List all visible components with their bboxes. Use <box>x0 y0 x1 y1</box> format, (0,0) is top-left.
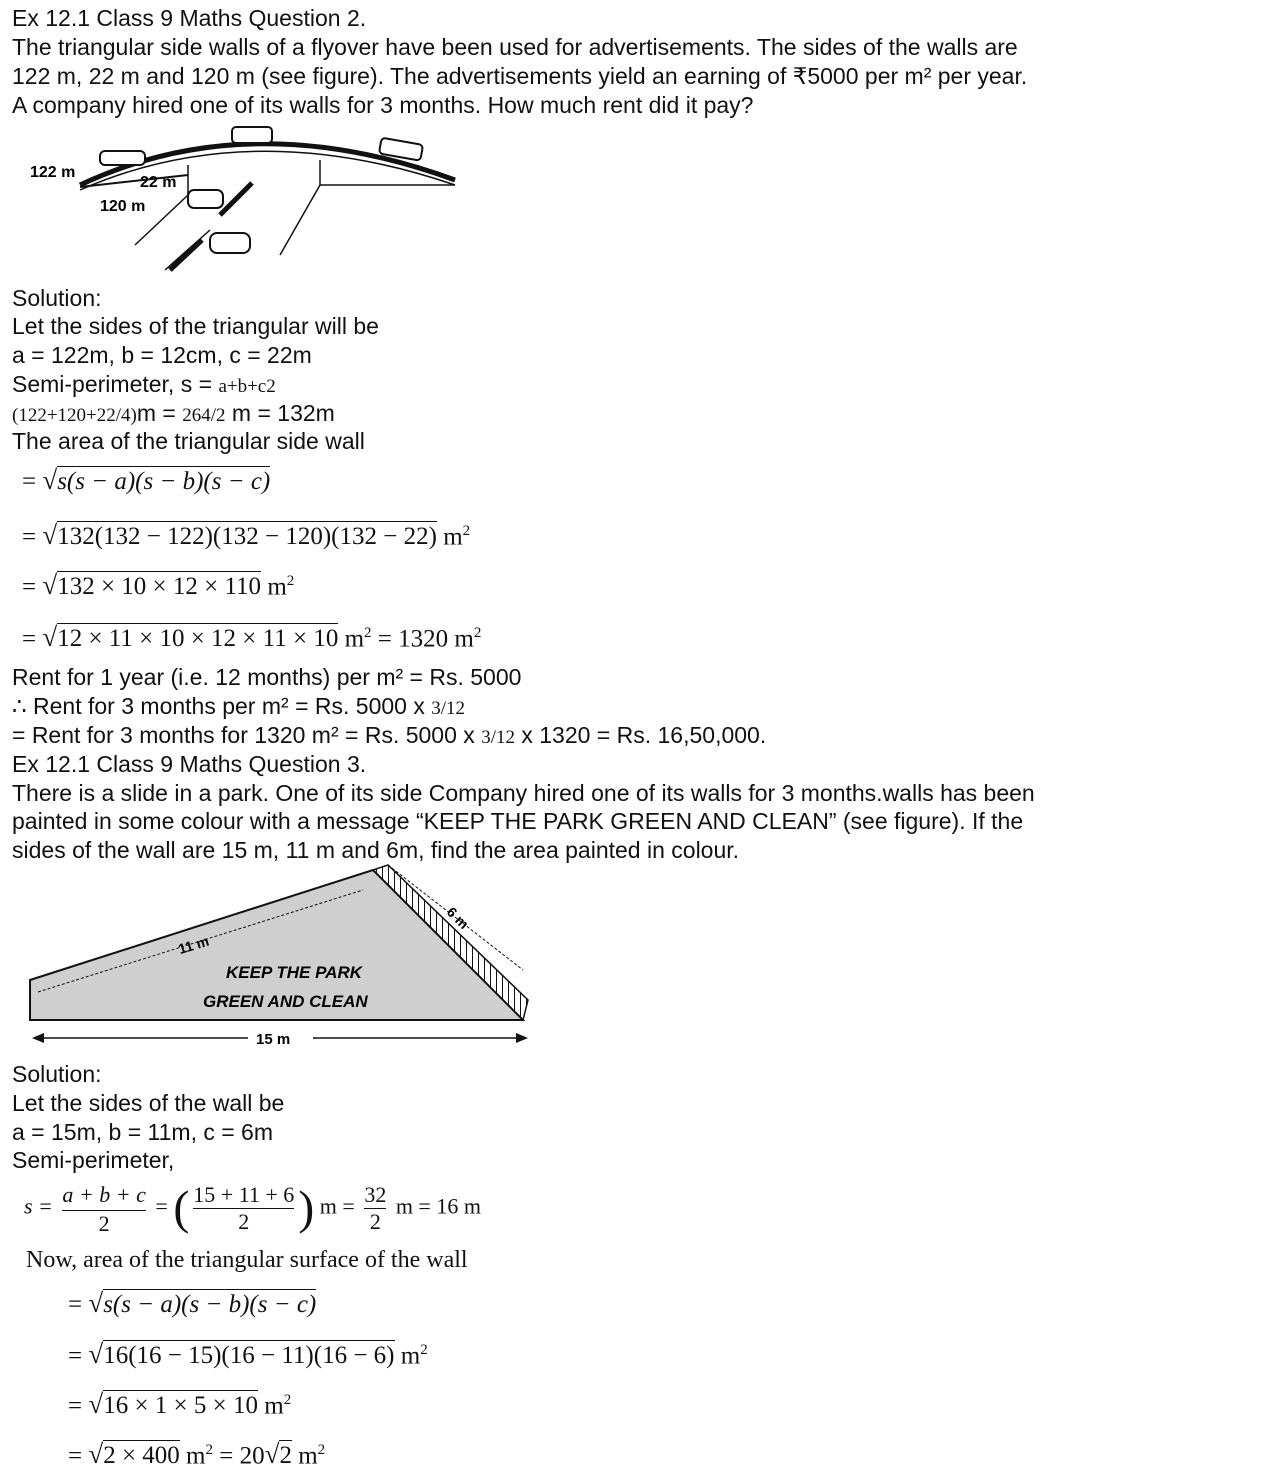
unit: m <box>436 523 463 551</box>
radicand: 12 × 11 × 10 × 12 × 11 × 10 <box>57 625 339 653</box>
radical: √132(132 − 122)(132 − 120)(132 − 22) <box>42 520 437 551</box>
radicand: 2 <box>279 1442 292 1470</box>
calc-part: (122+120+22/4) <box>12 405 137 426</box>
q3-math-3: = √16 × 1 × 5 × 10 $m^2$ <box>68 1389 292 1420</box>
radicand: s(s − a)(s − b)(s − c) <box>57 468 271 495</box>
eq: = <box>68 1342 89 1370</box>
q2-sol-line: Let the sides of the triangular will be <box>12 313 379 339</box>
unit: m <box>261 573 287 601</box>
denominator: 2 <box>98 1211 110 1236</box>
denominator: 2 <box>369 1209 381 1234</box>
label-120m: 120 m <box>100 198 146 215</box>
fraction <box>62 1180 145 1237</box>
q2-sol-line: a = 122m, b = 12cm, c = 22m <box>12 342 312 368</box>
semi-prefix: Semi-perimeter, s = <box>12 371 219 397</box>
radicand: 2 × 400 <box>103 1442 180 1470</box>
radical: √2 <box>264 1439 292 1470</box>
label-11m: 11 m <box>176 932 211 958</box>
calc-part: m = 132m <box>225 400 335 426</box>
radical: √2 × 400 <box>88 1439 180 1470</box>
q3-semi-perimeter-eq: s = $\frac{a + b + c}{2}$ = ( $\frac{15 + 11 + 6}{2}$ ) m = $\frac{32}{2}$ m = 16 m <box>24 1181 481 1236</box>
q2-semi-calc <box>12 399 335 430</box>
q2-rent-1: Rent for 1 year (i.e. 12 months) per m² = Rs. 5000 <box>12 664 522 690</box>
q2-rent-3 <box>12 721 766 752</box>
q3-now-line: Now, area of the triangular surface of the wall <box>26 1247 468 1273</box>
message-line-2: GREEN AND CLEAN <box>203 992 368 1011</box>
radical: √12 × 11 × 10 × 12 × 11 × 10 <box>42 622 339 653</box>
q2-math-2: = √132(132 − 122)(132 − 120)(132 − 22) $m^2$ <box>22 520 471 551</box>
label-122m: 122 m <box>30 164 76 181</box>
q2-text-line: The triangular side walls of a flyover have been used for advertisements. The sides of the walls are <box>12 34 1018 60</box>
q2-text-line: A company hired one of its walls for 3 months. How much rent did it pay? <box>12 92 754 118</box>
eq: = <box>22 625 43 653</box>
radical: √16 × 1 × 5 × 10 <box>88 1389 258 1420</box>
fraction <box>193 1182 294 1235</box>
q3-text-line: painted in some colour with a message “KEEP THE PARK GREEN AND CLEAN” (see figure). If the <box>12 808 1024 834</box>
radicand: 132 × 10 × 12 × 110 <box>57 573 262 601</box>
rent-text: x 1320 = Rs. 16,50,000. <box>514 722 767 748</box>
eq: = <box>22 468 43 495</box>
q2-text-line: 122 m, 22 m and 120 m (see figure). The advertisements yield an earning of ₹5000 per m² per year. <box>12 63 1028 89</box>
q2-rent-2 <box>12 692 465 723</box>
denominator: 2 <box>238 1209 250 1234</box>
q2-math-4: = √12 × 11 × 10 × 12 × 11 × 10 $m^2 = 1320$ $m^2$ <box>22 622 482 653</box>
rent-fraction: 3/12 <box>431 698 466 719</box>
numerator: a + b + c <box>62 1180 145 1211</box>
label-22m: 22 m <box>140 174 177 191</box>
message-line-1: KEEP THE PARK <box>226 963 363 982</box>
m-eq: m = <box>319 1193 355 1219</box>
rent-fraction: 3/12 <box>481 727 515 748</box>
calc-part: m = <box>136 400 183 426</box>
numerator: 15 + 11 + 6 <box>193 1182 295 1207</box>
fraction <box>364 1182 386 1235</box>
radicand: 132(132 − 122)(132 − 120)(132 − 22) <box>57 523 437 551</box>
eq: = <box>22 573 43 601</box>
eq: = <box>22 523 43 551</box>
slide-wall-figure <box>28 860 538 1055</box>
radicand: s(s − a)(s − b)(s − c) <box>103 1291 317 1318</box>
unit: m <box>394 1342 421 1370</box>
q2-solution-label: Solution: <box>12 285 102 311</box>
radical: √132 × 10 × 12 × 110 <box>42 570 262 601</box>
radical: √s(s − a)(s − b)(s − c) <box>42 465 271 495</box>
eq: = <box>68 1442 89 1470</box>
unit: m <box>258 1392 284 1420</box>
flyover-figure <box>20 115 470 280</box>
rent-text: = Rent for 3 months for 1320 m² = Rs. 5000 x <box>12 722 482 748</box>
q2-semi-perimeter <box>12 370 276 401</box>
unit: m <box>179 1442 206 1470</box>
q3-sol-line: Let the sides of the wall be <box>12 1090 285 1116</box>
radical: √s(s − a)(s − b)(s − c) <box>88 1288 317 1318</box>
unit: m <box>338 625 365 653</box>
radicand: 16(16 − 15)(16 − 11)(16 − 6) <box>103 1342 395 1370</box>
radicand: 16 × 1 × 5 × 10 <box>103 1392 258 1420</box>
result: m = 16 m <box>395 1193 481 1219</box>
unit: m <box>291 1442 318 1470</box>
q3-math-1 <box>68 1288 316 1320</box>
q2-title: Ex 12.1 Class 9 Maths Question 2. <box>12 5 367 31</box>
numerator: 32 <box>364 1182 387 1207</box>
rent-text: ∴ Rent for 3 months per m² = Rs. 5000 x <box>12 693 432 719</box>
q2-area-line: The area of the triangular side wall <box>12 428 365 454</box>
q3-title: Ex 12.1 Class 9 Maths Question 3. <box>12 751 367 777</box>
s-label: s = <box>24 1193 53 1219</box>
calc-part: 264/2 <box>182 405 226 426</box>
q2-math-3: = √132 × 10 × 12 × 110 $m^2$ <box>22 570 295 601</box>
q3-text-line: There is a slide in a park. One of its side Company hired one of its walls for 3 months.walls has been <box>12 780 1035 806</box>
q3-math-2: = √16(16 − 15)(16 − 11)(16 − 6) $m^2$ <box>68 1339 428 1370</box>
eq: = <box>68 1392 89 1420</box>
semi-formula: a+b+c2 <box>218 376 276 397</box>
result: = 1320 m <box>371 625 474 653</box>
radical: √16(16 − 15)(16 − 11)(16 − 6) <box>88 1339 395 1370</box>
q2-math-1 <box>22 465 270 497</box>
q3-text-line: sides of the wall are 15 m, 11 m and 6m, find the area painted in colour. <box>12 837 740 863</box>
label-6m: 6 m <box>443 903 473 933</box>
q3-sol-line: a = 15m, b = 11m, c = 6m <box>12 1119 274 1145</box>
q3-sol-line: Semi-perimeter, <box>12 1147 175 1173</box>
q3-math-4: = √2 × 400 $m^2 = 20√2$ $m^2$ <box>68 1439 326 1470</box>
label-15m: 15 m <box>256 1031 291 1048</box>
q3-solution-label: Solution: <box>12 1061 102 1087</box>
result: = 20 <box>213 1442 265 1470</box>
eq: = <box>155 1193 168 1219</box>
eq: = <box>68 1291 89 1318</box>
